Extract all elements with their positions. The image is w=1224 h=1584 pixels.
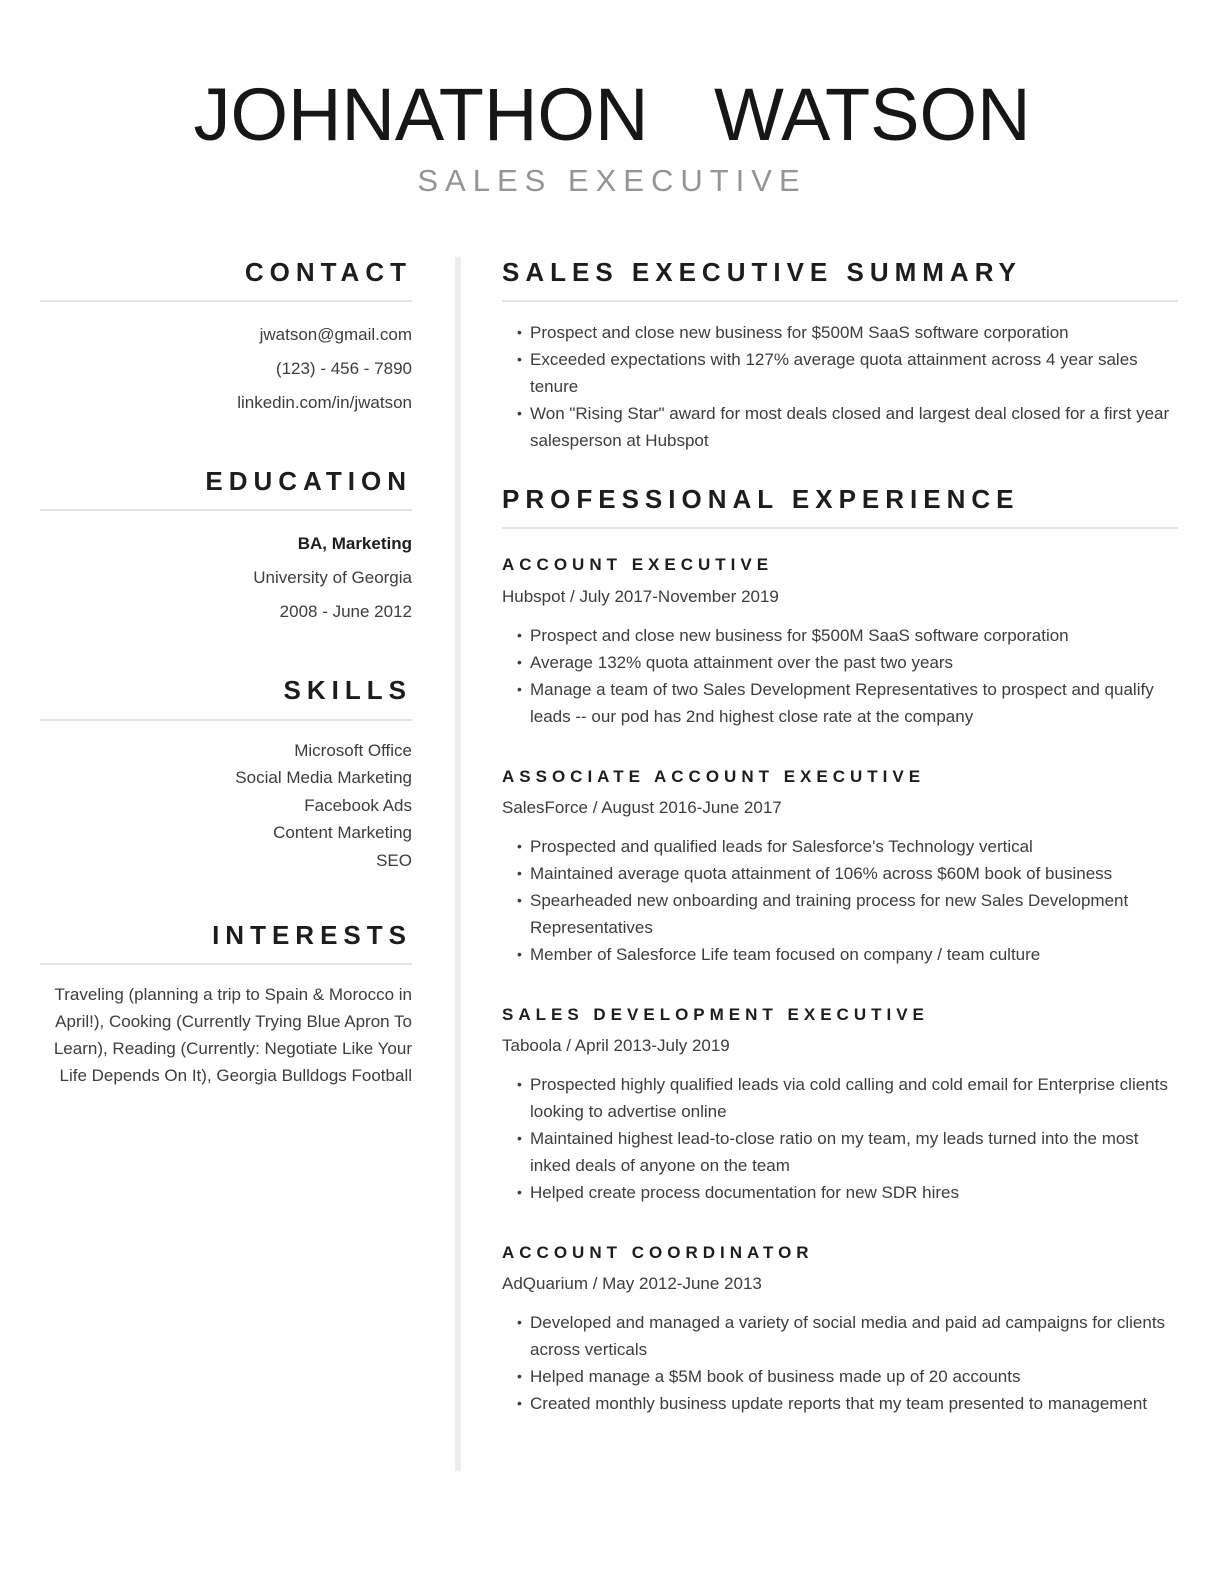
job-title: ASSOCIATE ACCOUNT EXECUTIVE <box>502 766 926 786</box>
section-divider-line <box>502 527 1178 529</box>
summary-bullet: • Exceeded expectations with 127% average quota attainment across 4 year sales tenure <box>530 346 1178 400</box>
job-bullet: • Average 132% quota attainment over the past two years <box>530 649 1178 676</box>
experience-section <box>502 484 1178 1417</box>
resume-body <box>0 257 1224 1471</box>
summary-section <box>502 257 1178 454</box>
job-bullet: • Manage a team of two Sales Development Representatives to prospect and qualify leads -- our pod has 2nd highest close rate at the company <box>530 676 1178 730</box>
job-bullet: • Spearheaded new onboarding and training process for new Sales Development Representatives <box>530 887 1178 941</box>
job-title: ACCOUNT EXECUTIVE <box>502 555 774 575</box>
skill-item: Content Marketing <box>273 823 412 843</box>
job-bullet: • Maintained average quota attainment of 106% across $60M book of business <box>530 860 1178 887</box>
job-company-dates: AdQuarium / May 2012-June 2013 <box>502 1274 762 1294</box>
skill-item: Microsoft Office <box>294 740 412 760</box>
job-bullet: • Developed and managed a variety of social media and paid ad campaigns for clients across verticals <box>530 1309 1178 1363</box>
job-bullet-list <box>502 1309 1178 1417</box>
resume-header <box>0 0 1224 199</box>
section-divider-line <box>40 719 412 721</box>
education-list <box>40 527 412 629</box>
job-bullet-list <box>502 833 1178 968</box>
job-bullet: • Prospected and qualified leads for Salesforce's Technology vertical <box>530 833 1178 860</box>
summary-bullet-list <box>502 319 1178 454</box>
interests-heading: INTERESTS <box>212 920 412 951</box>
job-bullet: • Prospect and close new business for $500M SaaS software corporation <box>530 622 1178 649</box>
person-name: JOHNATHON WATSON <box>193 73 1031 156</box>
job-bullet: • Helped create process documentation for new SDR hires <box>530 1179 1178 1206</box>
summary-bullet: • Prospect and close new business for $500M SaaS software corporation <box>530 319 1178 346</box>
education-heading: EDUCATION <box>205 466 412 497</box>
education-degree: BA, Marketing <box>297 534 412 554</box>
job-company-dates: Taboola / April 2013-July 2019 <box>502 1035 730 1055</box>
education-section <box>40 466 412 629</box>
job-bullet: • Member of Salesforce Life team focused on company / team culture <box>530 941 1178 968</box>
skills-list <box>40 737 412 875</box>
sidebar <box>40 257 412 1471</box>
skill-item: Facebook Ads <box>304 795 412 815</box>
job-bullet: • Created monthly business update reports that my team presented to management <box>530 1390 1178 1417</box>
job-bullet: • Helped manage a $5M book of business made up of 20 accounts <box>530 1363 1178 1390</box>
skills-heading: SKILLS <box>283 675 412 706</box>
main-column <box>502 257 1178 1471</box>
person-job-title: SALES EXECUTIVE <box>417 163 807 199</box>
job-title: ACCOUNT COORDINATOR <box>502 1243 814 1263</box>
job-title: SALES DEVELOPMENT EXECUTIVE <box>502 1004 929 1024</box>
job-bullet-list <box>502 622 1178 730</box>
contact-email: jwatson@gmail.com <box>259 325 412 345</box>
contact-list <box>40 318 412 420</box>
job-entry <box>502 1004 1178 1206</box>
skill-item: SEO <box>376 850 412 870</box>
contact-heading: CONTACT <box>244 257 412 288</box>
contact-phone: (123) - 456 - 7890 <box>275 359 412 379</box>
section-divider-line <box>40 509 412 511</box>
experience-heading: PROFESSIONAL EXPERIENCE <box>502 484 1020 515</box>
interests-section <box>40 920 412 1089</box>
section-divider-line <box>502 300 1178 302</box>
contact-linkedin: linkedin.com/in/jwatson <box>237 393 412 413</box>
job-entry <box>502 766 1178 968</box>
job-entry <box>502 554 1178 729</box>
skill-item: Social Media Marketing <box>235 768 412 788</box>
education-school: University of Georgia <box>253 568 412 588</box>
contact-section <box>40 257 412 420</box>
job-company-dates: Hubspot / July 2017-November 2019 <box>502 586 779 606</box>
interests-text: Traveling (planning a trip to Spain & Morocco in April!), Cooking (Currently Trying Blue Apron To Learn), Reading (Currently: Negotiate Like Your Life Depends On It), Georgia Bulldogs Football <box>53 985 412 1086</box>
vertical-divider <box>455 257 461 1471</box>
job-bullet-list <box>502 1071 1178 1206</box>
job-bullet: • Prospected highly qualified leads via cold calling and cold email for Enterprise clients looking to advertise online <box>530 1071 1178 1125</box>
job-bullet: • Maintained highest lead-to-close ratio on my team, my leads turned into the most inked deals of anyone on the team <box>530 1125 1178 1179</box>
section-divider-line <box>40 300 412 302</box>
education-dates: 2008 - June 2012 <box>279 602 412 622</box>
skills-section <box>40 675 412 874</box>
section-divider-line <box>40 963 412 965</box>
summary-bullet: • Won "Rising Star" award for most deals closed and largest deal closed for a first year salesperson at Hubspot <box>530 400 1178 454</box>
job-entry <box>502 1242 1178 1417</box>
job-company-dates: SalesForce / August 2016-June 2017 <box>502 797 782 817</box>
summary-heading: SALES EXECUTIVE SUMMARY <box>502 257 1022 288</box>
